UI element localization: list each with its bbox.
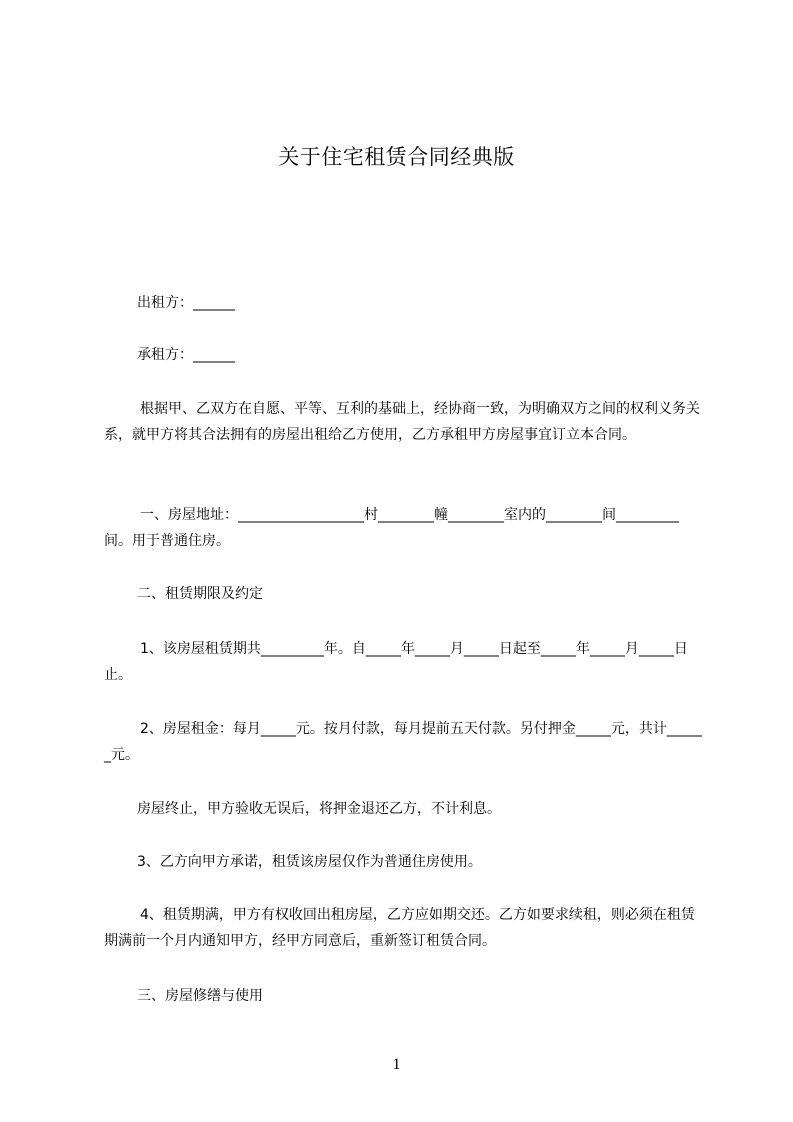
clause-4-renewal: 4、租赁期满，甲方有权收回出租房屋，乙方应如期交还。乙方如要求续租，则必须在租赁期满前一个月内通知甲方，经甲方同意后，重新签订租赁合同。 [104,907,695,949]
lessor-line: 出租方：______ [137,295,235,311]
lessee-line: 承租方：______ [137,347,235,363]
page-number: 1 [392,1056,401,1073]
deposit-note: 房屋终止，甲方验收无误后，将押金退还乙方，不计利息。 [137,801,501,817]
section-2-heading: 二、租赁期限及约定 [137,586,263,602]
intro-paragraph: 根据甲、乙双方在自愿、平等、互利的基础上，经协商一致，为明确双方之间的权利义务关系，就甲方将其合法拥有的房屋出租给乙方使用，乙方承租甲方房屋事宜订立本合同。 [104,401,700,443]
document-title: 关于住宅租赁合同经典版 [278,145,515,169]
clause-3-usage: 3、乙方向甲方承诺，租赁该房屋仅作为普通住房使用。 [137,854,482,870]
clause-2-rent: 2、房屋租金：每月_____元。按月付款，每月提前五天付款。另付押金_____元，共计______元。 [104,721,702,763]
clause-1-term: 1、该房屋租赁期共_________年。自_____年_____月_____日起至_____年_____月_____日止。 [104,641,688,683]
section-3-heading: 三、房屋修缮与使用 [137,988,263,1004]
section-1-address: 一、房屋地址：__________________村________幢________室内的________间_________间。用于普通住房。 [104,507,679,549]
